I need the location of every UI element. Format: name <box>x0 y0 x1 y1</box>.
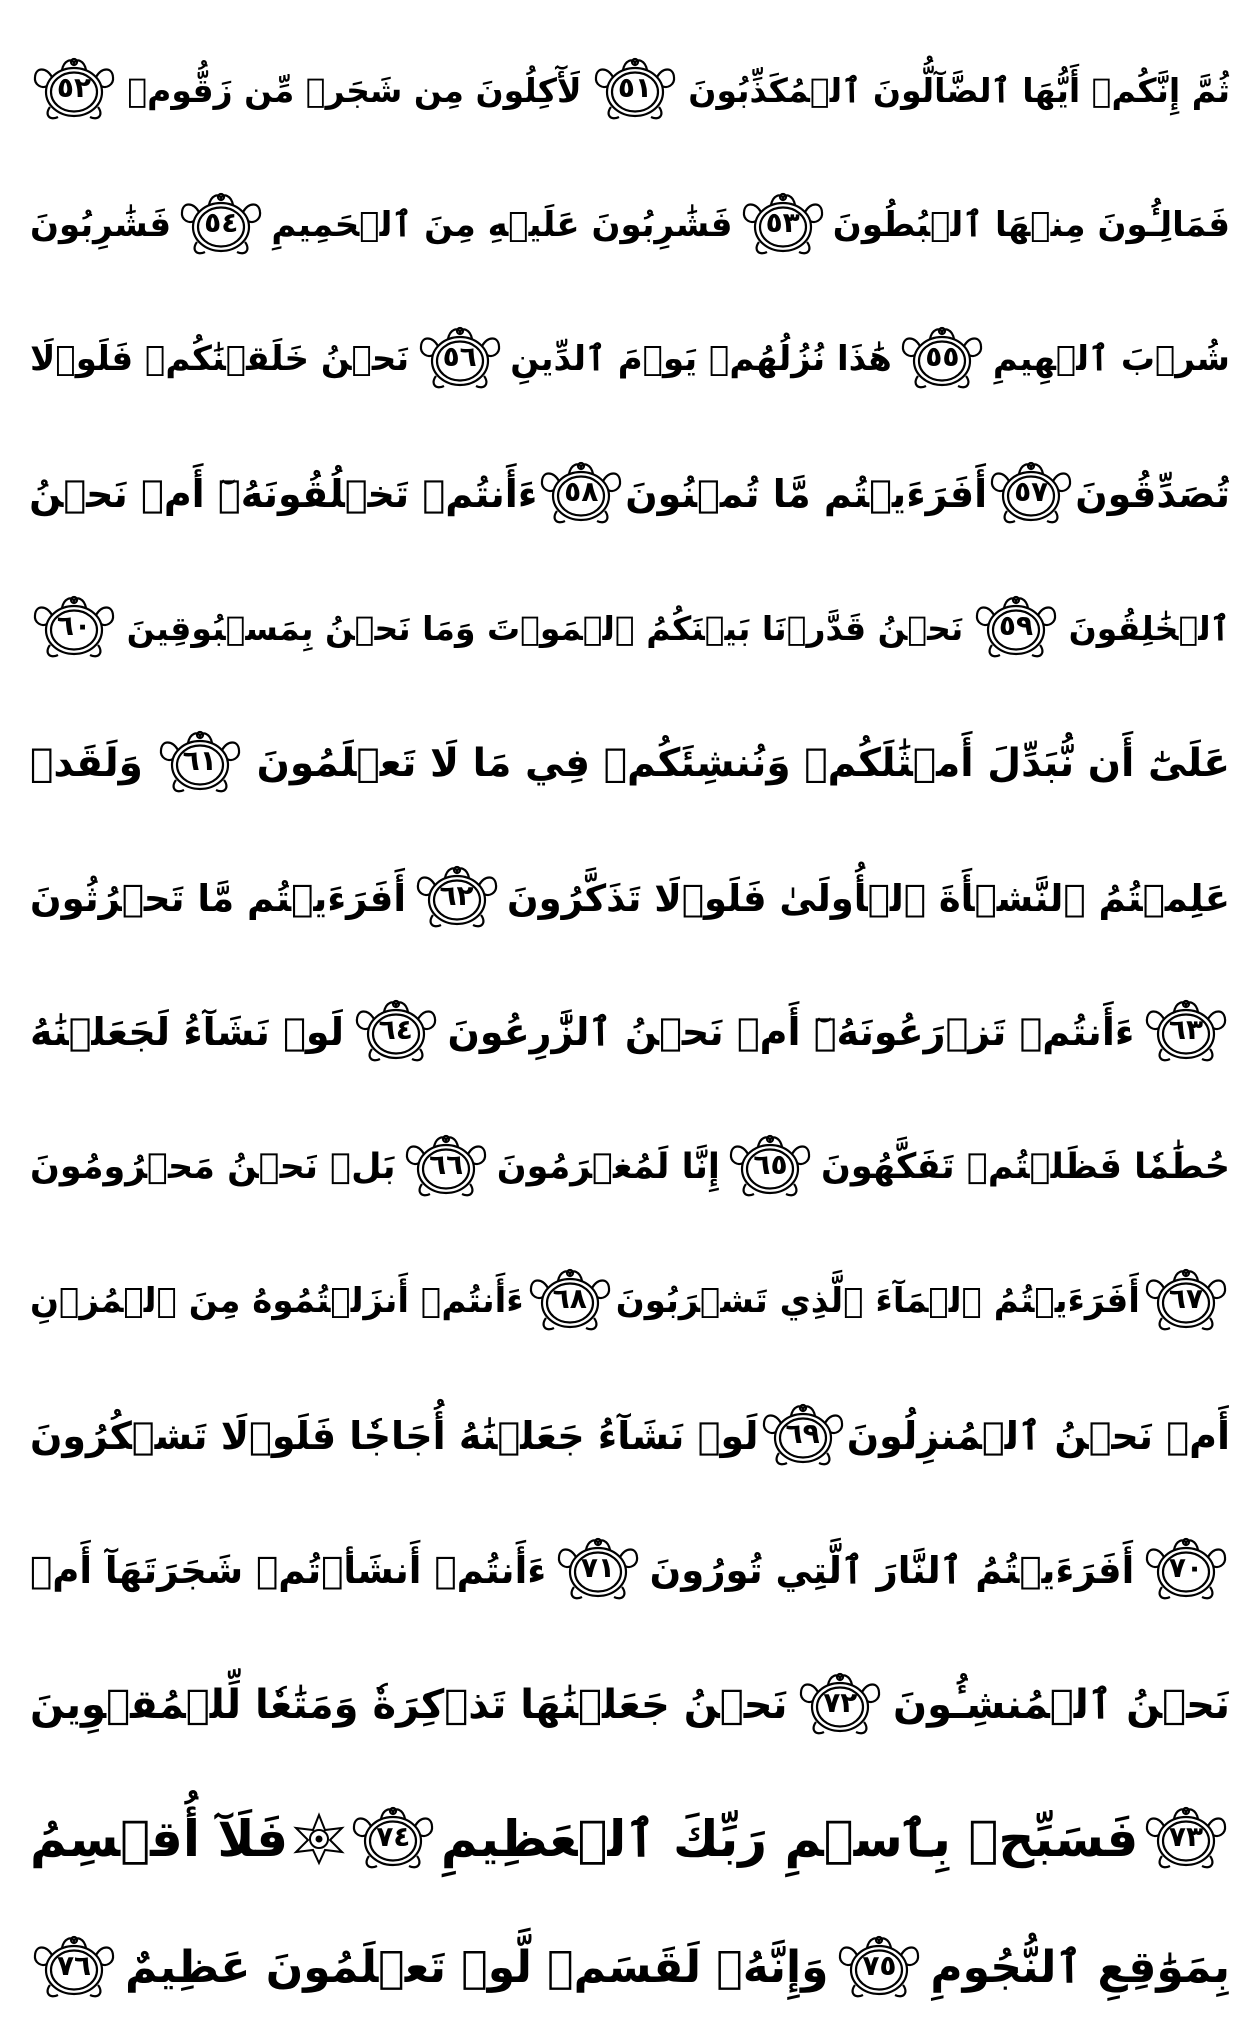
text-line <box>30 1771 1230 1907</box>
ayah-number: ٦٥ <box>753 1148 788 1181</box>
ayah-number: ٦٨ <box>552 1282 587 1315</box>
ayah-number: ٧٠ <box>1168 1551 1204 1584</box>
ayah-number-marker <box>796 1670 884 1740</box>
ayah-number-marker <box>402 1132 490 1202</box>
ayah-number-marker <box>30 1933 118 2003</box>
text-line <box>30 1368 1230 1504</box>
ayah-number-marker <box>972 593 1060 663</box>
ayah-number-marker <box>554 1535 642 1605</box>
ayah-number: ٧١ <box>580 1551 615 1584</box>
ayah-number: ٥٧ <box>1014 475 1049 508</box>
verse-text: ءَأَنتُمۡ تَخۡلُقُونَهُۥٓ أَمۡ نَحۡنُ <box>29 472 538 516</box>
ayah-number-marker <box>835 1933 923 2003</box>
ayah-number: ٦٢ <box>439 879 474 912</box>
ayah-number: ٥٣ <box>765 206 800 239</box>
verse-text: هَٰذَا نُزُلُهُمۡ يَوۡمَ ٱلدِّينِ <box>510 339 892 379</box>
ayah-number: ٥٥ <box>925 340 960 373</box>
ayah-number-marker <box>739 190 827 260</box>
verse-text: عَلِمۡتُمُ ٱلنَّشۡأَةَ ٱلۡأُولَىٰ فَلَوۡلَا تَذَكَّرُونَ <box>507 876 1230 920</box>
verse-text: نَحۡنُ قَدَّرۡنَا بَيۡنَكُمُ ٱلۡمَوۡتَ وَمَا نَحۡنُ بِمَسۡبُوقِينَ <box>126 608 964 648</box>
verse-text: أَفَرَءَيۡتُم مَّا تَحۡرُثُونَ <box>30 876 407 920</box>
verse-text: ثُمَّ إِنَّكُمۡ أَيُّهَا ٱلضَّآلُّونَ ٱلۡمُكَذِّبُونَ <box>688 70 1230 110</box>
ayah-number: ٧٣ <box>1168 1820 1204 1853</box>
verse-text: ءَأَنتُمۡ تَزۡرَعُونَهُۥٓ أَمۡ نَحۡنُ ٱلزَّٰرِعُونَ <box>447 1010 1135 1054</box>
ayah-number: ٦٦ <box>429 1148 464 1181</box>
text-line <box>30 1502 1230 1638</box>
ayah-number-marker <box>177 190 265 260</box>
verse-text: أَفَرَءَيۡتُمُ ٱلنَّارَ ٱلَّتِي تُورُونَ <box>649 1548 1135 1592</box>
text-line <box>30 1900 1230 2036</box>
verse-text: لَوۡ نَشَآءُ لَجَعَلۡنَٰهُ <box>30 1010 344 1054</box>
verse-text: ٱلۡخَٰلِقُونَ <box>1068 608 1230 648</box>
ayah-number: ٦١ <box>182 744 217 777</box>
verse-text: لَوۡ نَشَآءُ جَعَلۡنَٰهُ أُجَاجٗا فَلَوۡلَا تَشۡكُرُونَ <box>30 1414 759 1458</box>
verse-text: إِنَّا لَمُغۡرَمُونَ <box>496 1146 720 1187</box>
verse-text: أَفَرَءَيۡتُمُ ٱلۡمَآءَ ٱلَّذِي تَشۡرَبُونَ <box>615 1281 1140 1321</box>
ayah-number-marker <box>537 459 625 529</box>
verse-text: أَمۡ نَحۡنُ ٱلۡمُنزِلُونَ <box>846 1414 1230 1458</box>
verse-text: فَشَٰرِبُونَ <box>30 205 172 245</box>
ayah-number-marker <box>1142 1804 1230 1874</box>
text-line <box>30 1637 1230 1773</box>
ayah-number-marker <box>987 459 1075 529</box>
verse-text: وَإِنَّهُۥ لَقَسَمٞ لَّوۡ تَعۡلَمُونَ عَظِيمٌ <box>125 1942 829 1993</box>
ayah-number-marker <box>591 55 679 125</box>
ayah-number: ٥٢ <box>56 71 92 104</box>
ayah-number: ٧٥ <box>862 1949 897 1982</box>
ayah-number: ٥٤ <box>204 206 239 239</box>
text-line <box>30 964 1230 1100</box>
ayah-number-marker <box>1142 1266 1230 1336</box>
ayah-number: ٧٤ <box>376 1820 411 1853</box>
verse-text: وَلَقَدۡ <box>30 740 143 786</box>
verse-text: نَحۡنُ خَلَقۡنَٰكُمۡ فَلَوۡلَا <box>30 339 410 379</box>
ayah-number-marker <box>156 728 244 798</box>
verse-text: عَلَىٰٓ أَن نُّبَدِّلَ أَمۡثَٰلَكُمۡ وَنُنشِئَكُمۡ فِي مَا لَا تَعۡلَمُونَ <box>256 740 1230 786</box>
ayah-number-marker <box>349 1804 437 1874</box>
text-line <box>30 426 1230 562</box>
ayah-number: ٦٧ <box>1168 1282 1204 1315</box>
ayah-number-marker <box>1142 997 1230 1067</box>
ayah-number-marker <box>726 1132 814 1202</box>
ayah-number-marker <box>352 997 440 1067</box>
verse-text: ءَأَنتُمۡ أَنزَلۡتُمُوهُ مِنَ ٱلۡمُزۡنِ <box>30 1281 524 1321</box>
text-line <box>30 830 1230 966</box>
text-line <box>30 1099 1230 1235</box>
ayah-number-marker <box>30 593 118 663</box>
verse-text: ءَأَنتُمۡ أَنشَأۡتُمۡ شَجَرَتَهَآ أَمۡ <box>30 1548 547 1592</box>
text-line <box>30 291 1230 427</box>
ayah-number-marker <box>413 863 501 933</box>
ayah-number: ٥٨ <box>564 475 599 508</box>
verse-text: شُرۡبَ ٱلۡهِيمِ <box>992 339 1230 379</box>
verse-text: نَحۡنُ جَعَلۡنَٰهَا تَذۡكِرَةٗ وَمَتَٰعٗا لِّلۡمُقۡوِينَ <box>30 1682 788 1728</box>
verse-text: فَلَآ أُقۡسِمُ <box>30 1810 289 1868</box>
verse-text: بَلۡ نَحۡنُ مَحۡرُومُونَ <box>30 1146 396 1187</box>
verse-text: فَمَالِـُٔونَ مِنۡهَا ٱلۡبُطُونَ <box>832 205 1230 245</box>
hizb-star-icon <box>292 1812 346 1866</box>
ayah-number: ٧٦ <box>56 1949 92 1982</box>
ayah-number: ٧٢ <box>823 1686 858 1719</box>
text-line <box>30 157 1230 293</box>
text-line <box>30 560 1230 696</box>
verse-text: بِمَوَٰقِعِ ٱلنُّجُومِ <box>930 1942 1230 1993</box>
verse-text: فَشَٰرِبُونَ عَلَيۡهِ مِنَ ٱلۡحَمِيمِ <box>271 205 733 245</box>
verse-text: فَسَبِّحۡ بِٱسۡمِ رَبِّكَ ٱلۡعَظِيمِ <box>440 1810 1139 1868</box>
ayah-number: ٥٩ <box>998 609 1034 642</box>
ayah-number-marker <box>416 324 504 394</box>
verse-text: تُصَدِّقُونَ <box>1075 472 1230 516</box>
ayah-number: ٦٩ <box>785 1417 820 1450</box>
ayah-number: ٦٤ <box>378 1013 413 1046</box>
ayah-number: ٦٣ <box>1168 1013 1204 1046</box>
verse-text: لَأٓكِلُونَ مِن شَجَرٖ مِّن زَقُّومٖ <box>127 70 582 110</box>
ayah-number: ٥١ <box>617 71 652 104</box>
text-line <box>30 695 1230 831</box>
ayah-number-marker <box>30 55 118 125</box>
verse-text: نَحۡنُ ٱلۡمُنشِـُٔونَ <box>893 1682 1230 1728</box>
text-line <box>30 1233 1230 1369</box>
ayah-number: ٥٦ <box>442 340 477 373</box>
ayah-number-marker <box>526 1266 614 1336</box>
verse-text: أَفَرَءَيۡتُم مَّا تُمۡنُونَ <box>625 472 988 516</box>
text-line <box>30 22 1230 158</box>
ayah-number: ٦٠ <box>56 609 92 642</box>
mushaf-page <box>30 0 1230 2038</box>
ayah-number-marker <box>898 324 986 394</box>
ayah-number-marker <box>759 1401 847 1471</box>
ayah-number-marker <box>1142 1535 1230 1605</box>
verse-text: حُطَٰمٗا فَظَلۡتُمۡ تَفَكَّهُونَ <box>821 1146 1230 1187</box>
